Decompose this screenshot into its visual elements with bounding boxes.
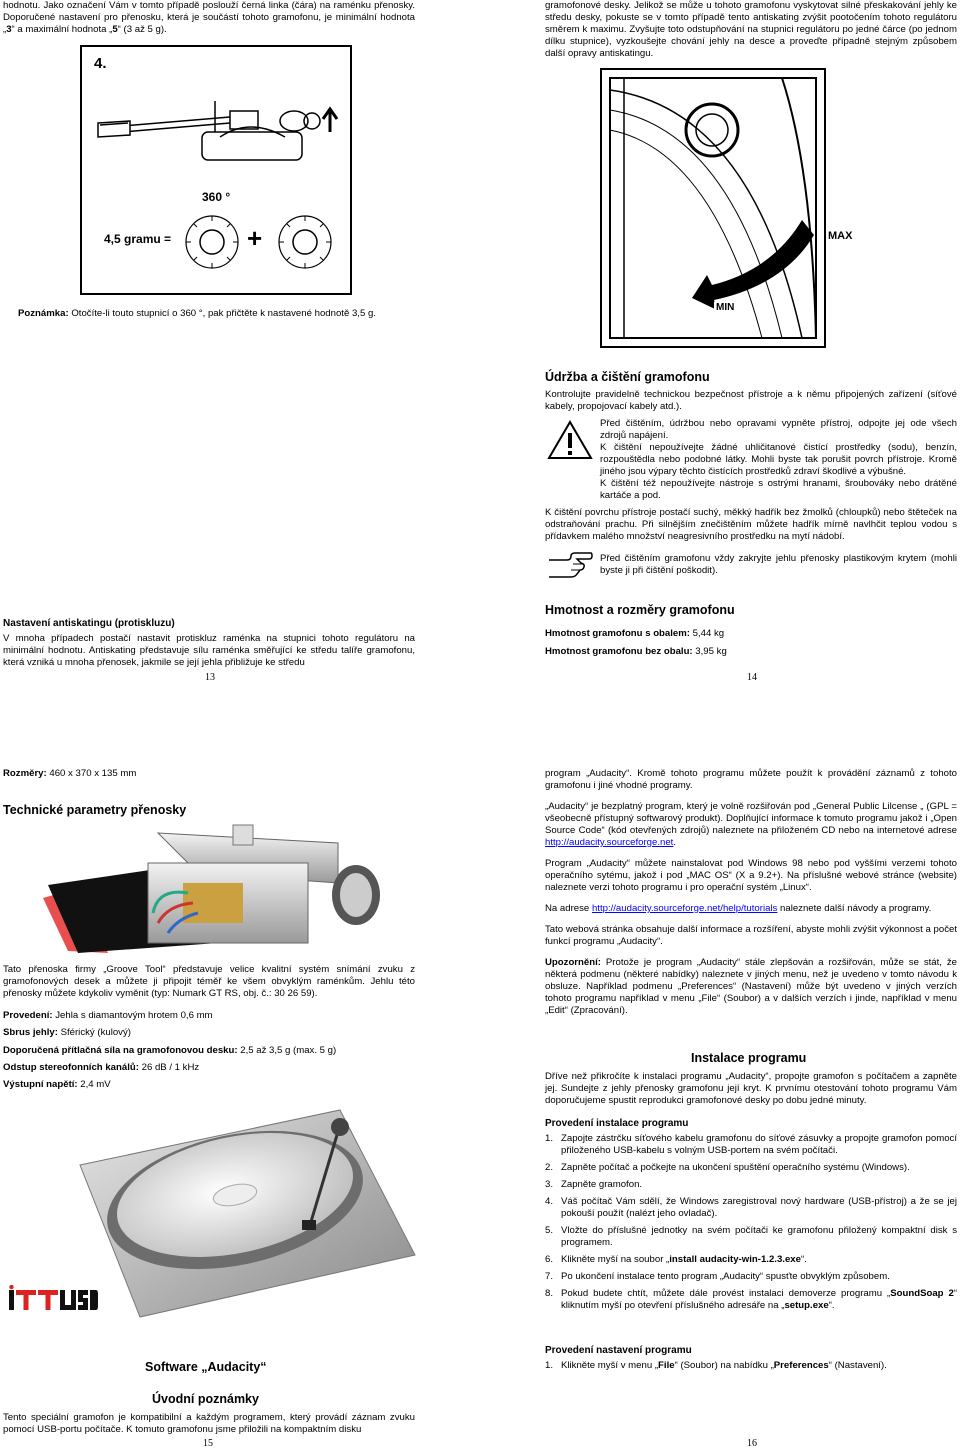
install-heading: Instalace programu bbox=[691, 1051, 807, 1065]
p16-text-block bbox=[545, 768, 957, 1017]
antiskating-figure bbox=[600, 68, 826, 348]
cartridge-description: Tato přenoska firmy „Groove Tool“ představuje velice kvalitní systém snímání zvuku z gramofonových desek a můžete ji připojit téměř ke všem obvyklým raménkům. Jehlu této přenosky můžete kdykoliv vyměnit (typ: Numark GT RS, obj. č.: 30 26 59). bbox=[3, 964, 415, 999]
cartridge-specs-heading: Technické parametry přenosky bbox=[3, 803, 187, 817]
p16-para-4: Na adrese http://audacity.sourceforge.net/help/tutorials naleznete další návody a programy. bbox=[545, 902, 932, 914]
page-number-14: 14 bbox=[747, 672, 757, 683]
spec-stylus-shape: Sbrus jehly: Sférický (kulový) bbox=[3, 1027, 131, 1038]
tonearm-drawing bbox=[90, 87, 345, 167]
figure-step-number: 4. bbox=[94, 55, 107, 72]
ittusb-logo bbox=[8, 1285, 98, 1313]
dimensions: Rozměry: 460 x 370 x 135 mm bbox=[3, 768, 137, 779]
warning-line-2: K čištění nepoužívejte žádné uhličitanové čistící prostředky (sodu), benzín, rozpouštědla nebo podobné látky. Mohli byste tak porušit povrch přístroje. Kromě jiného jsou výpary těchto čistících prostředků zdraví škodlivé a výbušné. bbox=[600, 441, 957, 477]
warning-line-3: K čištění též nepoužívejte nástroje s ostrými hranami, šroubováky nebo drátěné kartáče a pod. bbox=[600, 477, 957, 501]
p13-note: Poznámka: Otočíte-li touto stupnicí o 360 °, pak přičtěte k nastavené hodnotě 3,5 g. bbox=[18, 308, 376, 319]
page-number-16: 16 bbox=[747, 1438, 757, 1449]
page-number-13: 13 bbox=[205, 672, 215, 683]
spec-channel-separation: Odstup stereofonních kanálů: 26 dB / 1 kHz bbox=[3, 1062, 200, 1073]
setup-steps-list bbox=[545, 1360, 957, 1377]
p16-para-5: Tato webová stránka obsahuje další informace a rozšíření, abyste mohli zvýšit výkonnost a počet funkcí programu „Audacity“. bbox=[545, 923, 957, 947]
maintenance-intro: Kontrolujte pravidelně technickou bezpečnost přístroje a k němu připojených zařízení (síťové kabely, propojovací kabely atd.). bbox=[545, 389, 957, 412]
install-step-5: 5. Vložte do příslušné jednotky na svém počítači ke gramofonu přiložený kompaktní disk s programem. bbox=[545, 1224, 957, 1248]
page-number-15: 15 bbox=[203, 1438, 213, 1449]
install-step-3: 3. Zapněte gramofon. bbox=[545, 1178, 643, 1190]
pointing-hand-icon bbox=[547, 552, 593, 578]
setup-heading: Provedení nastavení programu bbox=[545, 1345, 692, 1356]
install-intro: Dříve než přikročíte k instalaci programu „Audacity“, propojte gramofon s počítačem a zapněte jej. Sundejte z jehly přenosky gramofonu její kryt. K prvnímu otestování tohoto programu Vám doporučujeme spustit reprodukci gramofonové desky po dobu jedné minuty. bbox=[545, 1071, 957, 1106]
spec-tracking-force: Doporučená přítlačná síla na gramofonovou desku: 2,5 až 3,5 g (max. 5 g) bbox=[3, 1045, 337, 1056]
p16-para-1: program „Audacity“. Kromě tohoto programu můžete použít k provádění záznamů z tohoto gramofonu i jiné vhodné programy. bbox=[545, 768, 957, 791]
warning-line-1: Před čištěním, údržbou nebo opravami vypněte přístroj, odpojte jej ode všech zdrojů napájení. bbox=[600, 418, 957, 441]
audacity-tutorials-link[interactable]: http://audacity.sourceforge.net/help/tutorials bbox=[591, 902, 778, 914]
spec-design: Provedení: Jehla s diamantovým hrotem 0,6 mm bbox=[3, 1010, 213, 1021]
intro-heading: Úvodní poznámky bbox=[152, 1392, 259, 1406]
figure-weight-label: 4,5 gramu = bbox=[104, 232, 172, 246]
intro-text: Tento speciální gramofon je kompatibilní a každým programem, který provádí záznam zvuku pomocí USB-portu počítače. K tomuto gramofonu jsme přiložili na kompaktním disku bbox=[3, 1412, 415, 1435]
setup-step-1: 1. Klikněte myší v menu „File“ (Soubor) na nabídku „Preferences“ (Nastavení). bbox=[545, 1360, 887, 1371]
weight-without-package: Hmotnost gramofonu bez obalu: 3,95 kg bbox=[545, 646, 727, 657]
warning-triangle-icon bbox=[547, 420, 593, 460]
cartridge-photo bbox=[38, 823, 383, 953]
dial-left-drawing bbox=[182, 212, 242, 272]
install-step-4: 4. Váš počítač Vám sdělí, že Windows zaregistroval nový hardware (USB-přístroj) a že se jej pokouší použít (nalézt jeho ovladač). bbox=[545, 1195, 957, 1219]
weight-heading: Hmotnost a rozměry gramofonu bbox=[545, 603, 735, 617]
dial-right-drawing bbox=[275, 212, 335, 272]
install-step-7: 7. Po ukončení instalace tento program „Audacity“ spusťte obvyklým způsobem. bbox=[545, 1270, 890, 1282]
p16-para-3: Program „Audacity“ můžete nainstalovat pod Windows 98 nebo pod vyššími verzemi tohoto operačního sytému, jakož i pod „MAC OS“ (X a 9.2+). Na příslušné webové stránce (website) naleznete verzi tohoto programu i pro operační systém „Linux“. bbox=[545, 857, 957, 893]
antiskating-text: V mnoha případech postačí nastavit protiskluz raménka na stupnici tohoto regulátoru na minimální hodnotu. Antiskating představuje sílu raménka směřující ke středu talíře gramofonu, která vzniká u mnoha přenosek, jakmile se její jehla přibližuje ke středu bbox=[3, 633, 415, 668]
regulator-max-label: MAX bbox=[828, 230, 853, 242]
install-step-2: 2. Zapněte počítač a počkejte na ukončení spuštění operačního systému (Windows). bbox=[545, 1161, 910, 1173]
warning-block bbox=[600, 418, 957, 502]
install-steps-heading: Provedení instalace programu bbox=[545, 1118, 689, 1129]
install-steps-list bbox=[545, 1133, 957, 1317]
antiskating-regulator-drawing bbox=[602, 70, 824, 346]
audacity-website-link[interactable]: http://audacity.sourceforge.net bbox=[545, 836, 674, 848]
p13-top-text: hodnotu. Jako označení Vám v tomto případě poslouží černá linka (čára) na raménku přenosky. Doporučené nastavení pro přenosku, která je součástí tohoto gramofonu, je minimální hodnota „3“ a maximální hodnota „5“ (3 až 5 g). bbox=[3, 0, 415, 35]
figure-plus-sign: + bbox=[247, 223, 263, 253]
p16-para-2: „Audacity“ je bezplatný program, který je volně rozšiřován pod „General Public Lilcense „ (GPL = všeobecně přístupný softwarový produkt). Doplňující informace k tomuto programu jakož i „Open Source Code“ (kód otevřených zdrojů) naleznete na přiloženém CD nebo na internetové adrese http://audacity.sourceforge.net. bbox=[545, 800, 957, 848]
install-step-1: 1. Zapojte zástrčku síťového kabelu gramofonu do síťové zásuvky a propojte gramofon pomocí přiloženého USB-kabelu s volným USB-portem na svém počítači. bbox=[545, 1133, 957, 1156]
install-step-6: 6. Klikněte myší na soubor „install audacity-win-1.2.3.exe“. bbox=[545, 1253, 807, 1265]
weight-with-package: Hmotnost gramofonu s obalem: 5,44 kg bbox=[545, 628, 725, 639]
p14-top-text: gramofonové desky. Jelikož se může u tohoto gramofonu vyskytovat silné přeskakování jehly ke středu desky, pokuste se v tomto případě tento antiskating zvýšit pootočením tohoto regulátoru směrem k maximu. Zvyšujte toto odstupňování na stupnici regulátoru po jedné čárce (po jednom dílku stupnice), vyzkoušejte chování jehly na desce a proveďte případně stejným způsobem další opravy antiskatingu. bbox=[545, 0, 957, 59]
hand-note-text: Před čištěním gramofonu vždy zakryjte jehlu přenosky plastikovým krytem (mohli byste ji při čištění poškodit). bbox=[600, 553, 957, 576]
cleaning-text: K čištění povrchu přístroje postačí suchý, měkký hadřík bez žmolků (chloupků) nebo štěteček na odstraňování prachu. Při silnějším znečištěním můžete hadřík mírně navlhčit teplou vodou s přídavkem malého množství neagresivního prostředku na mytí nádobí. bbox=[545, 507, 957, 542]
antiskating-heading: Nastavení antiskatingu (protiskluzu) bbox=[3, 618, 175, 629]
software-heading: Software „Audacity“ bbox=[145, 1360, 267, 1374]
maintenance-heading: Údržba a čištění gramofonu bbox=[545, 370, 710, 384]
p16-warning: Upozornění: Protože je program „Audacity“ stále zlepšován a rozšiřován, může se stát, že některá podmenu (některé nabídky) naleznete v jiných menu, než je uvedeno v tomto návodu k obsluze. Například podmenu „Preferences“ (Nastavení) může být uvedeno v jiných verzích tohoto programu například v menu „File“ (Soubor) a v dalších verzích i jinde, například v menu „Edit“ (Zpracování). bbox=[545, 956, 957, 1016]
regulator-min-label: MIN bbox=[716, 302, 735, 313]
install-step-8: 8. Pokud budete chtít, můžete dále provést instalaci demoverze programu „SoundSoap 2“ kliknutím myší po otevření příslušného adresáře na „setup.exe“. bbox=[545, 1287, 958, 1311]
spec-output-voltage: Výstupní napětí: 2,4 mV bbox=[3, 1079, 111, 1090]
tracking-force-figure bbox=[80, 45, 352, 295]
figure-rotation-label: 360 ° bbox=[202, 190, 231, 204]
